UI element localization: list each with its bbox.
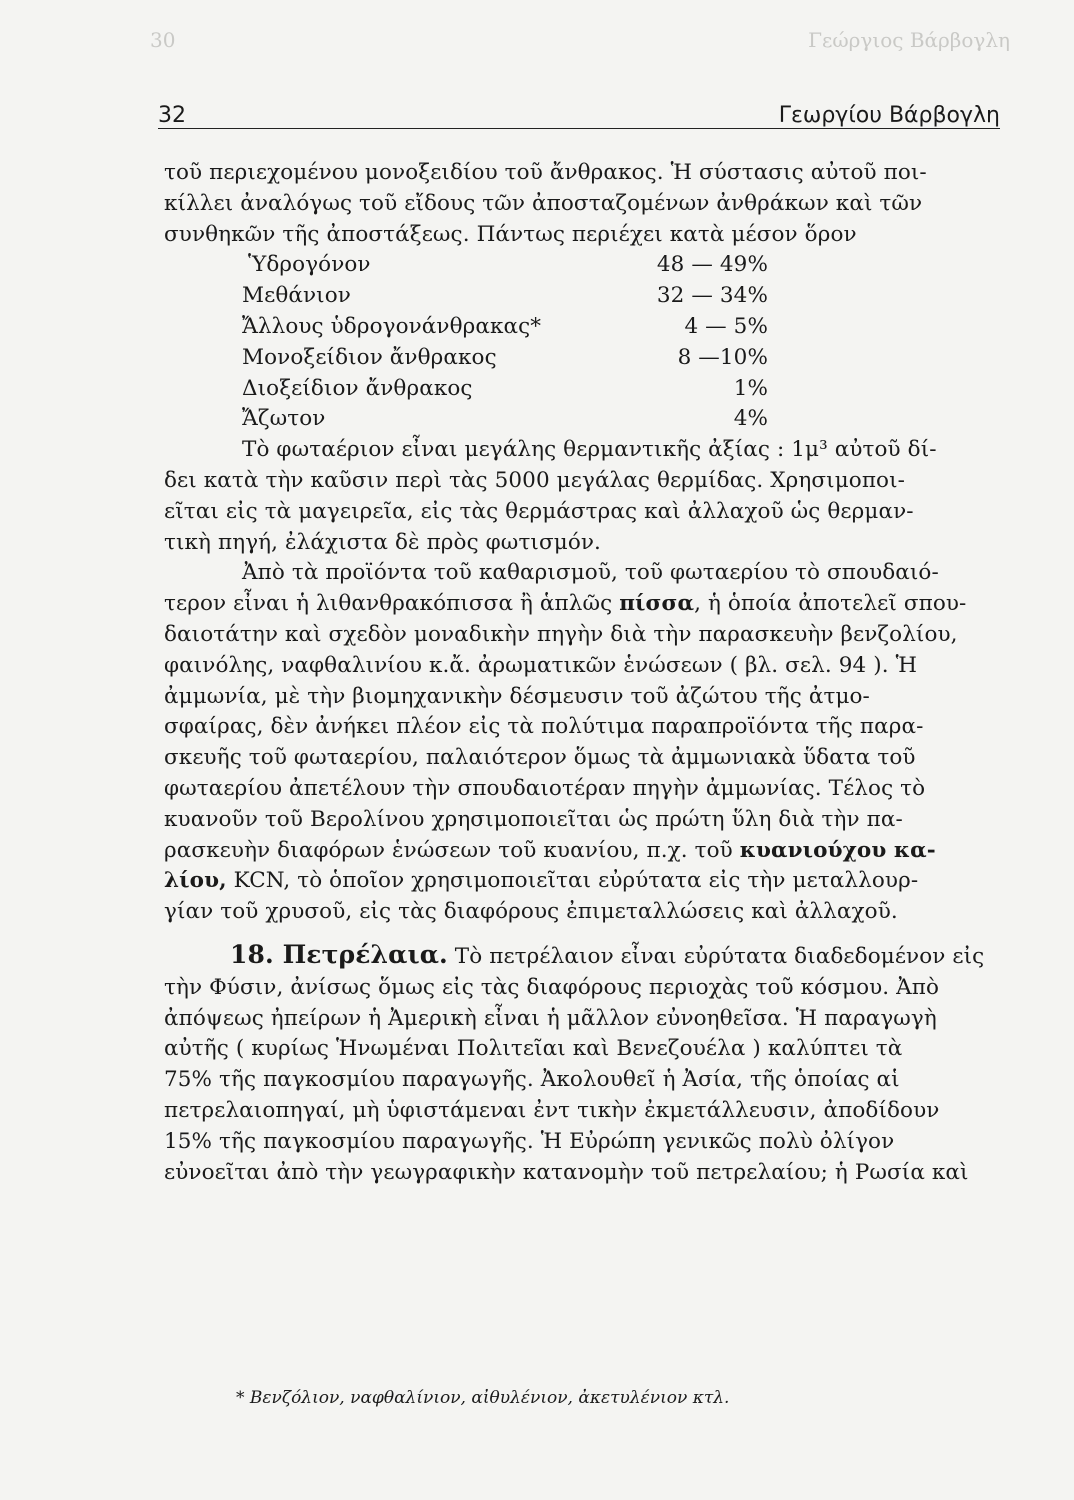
component-value: 32 — 34%: [656, 283, 768, 309]
text-run: τερον εἶναι ἡ λιθανθρακόπισσα ἢ ἁπλῶς: [164, 591, 620, 617]
text-line: δει κατὰ τὴν καῦσιν περὶ τὰς 5000 μεγάλας θερμίδας. Χρησιμοποι-: [164, 467, 905, 493]
text-run: ρασκευὴν διαφόρων ἑνώσεων τοῦ κυανίου, π.χ. τοῦ: [164, 837, 740, 863]
text-line: πετρελαιοπηγαί, μὴ ὑφιστάμεναι ἐντ τικὴν ἐκμετάλλευσιν, ἀποδίδουν: [164, 1097, 940, 1123]
text-line: 75% τῆς παγκοσμίου παραγωγῆς. Ἀκολουθεῖ ἡ Ἀσία, τῆς ὁποίας αἱ: [164, 1067, 900, 1093]
text-line: κυανοῦν τοῦ Βερολίνου χρησιμοποιεῖται ὡς πρώτη ὕλη διὰ τὴν πα-: [164, 806, 903, 832]
text-line: σφαίρας, δὲν ἀνήκει πλέον εἰς τὰ πολύτιμα παραπροϊόντα τῆς παρα-: [164, 714, 924, 740]
section-first-line: [164, 940, 998, 973]
text-line: φωταερίου ἀπετέλουν τὴν σπουδαιοτέραν πηγὴν ἀμμωνίας. Τέλος τὸ: [164, 775, 926, 801]
component-value: 1%: [733, 375, 768, 401]
component-name: Διοξείδιον ἄνθρακος: [242, 375, 473, 401]
text-run: , ἡ ὁποία ἀποτελεῖ σπου-: [694, 591, 967, 617]
text-line: αὐτῆς ( κυρίως Ἡνωμέναι Πολιτεῖαι καὶ Βενεζουέλα ) καλύπτει τὰ: [164, 1036, 903, 1062]
component-name: Μονοξείδιον ἄνθρακος: [242, 344, 497, 370]
page-number: 32: [158, 103, 186, 128]
component-value: 4%: [733, 406, 768, 432]
composition-table: [164, 250, 998, 435]
text-line: συνθηκῶν τῆς ἀποστάξεως. Πάντως περιέχει κατὰ μέσον ὅρον: [164, 221, 857, 247]
running-header: [158, 92, 1000, 128]
composition-row: [164, 343, 998, 374]
bleed-through-page-number: 30: [150, 28, 176, 52]
component-value: 4 — 5%: [684, 313, 768, 339]
section-heading: 18. Πετρέλαια.: [230, 939, 448, 969]
text-line: [164, 836, 998, 867]
text-line: σκευῆς τοῦ φωταερίου, παλαιότερον ὅμως τὰ ἀμμωνιακὰ ὕδατα τοῦ: [164, 745, 916, 771]
component-name: Ἄλλους ὑδρογονάνθρακας*: [242, 313, 542, 339]
text-line: φαινόλης, ναφθαλινίου κ.ἄ. ἀρωματικῶν ἑνώσεων ( βλ. σελ. 94 ). Ἡ: [164, 652, 918, 678]
composition-row: [164, 250, 998, 281]
text-line: εῖται εἰς τὰ μαγειρεῖα, εἰς τὰς θερμάστρας καὶ ἀλλαχοῦ ὡς θερμαν-: [164, 498, 914, 524]
component-value: 8 —10%: [677, 344, 768, 370]
body-text: [164, 158, 998, 1188]
text-line: τὴν Φύσιν, ἀνίσως ὅμως εἰς τὰς διαφόρους περιοχὰς τοῦ κόσμου. Ἀπὸ: [164, 974, 940, 1000]
bleed-through-header: [150, 28, 1010, 52]
text-run: KCN, τὸ ὁποῖον χρησιμοποιεῖται εὐρύτατα εἰς τὴν μεταλλουρ-: [226, 868, 919, 894]
composition-row: [164, 374, 998, 405]
component-value: 48 — 49%: [656, 252, 768, 278]
running-author: Γεωργίου Βάρβογλη: [778, 103, 1000, 128]
text-line: [164, 866, 998, 897]
text-line: [164, 589, 998, 620]
bleed-through-author: Γεώργιος Βάρβογλη: [808, 28, 1010, 52]
text-run: Τὸ πετρέλαιον εἶναι εὐρύτατα διαδεδομένον εἰς: [447, 943, 985, 969]
component-name: Ὑδρογόνον: [248, 252, 371, 278]
composition-row: [164, 404, 998, 435]
component-name: Ἄζωτον: [242, 406, 326, 432]
bold-term-potassium-cyanide-end: λίου,: [164, 868, 227, 894]
footnote: * Βενζόλιον, ναφθαλίνιον, αἰθυλένιον, ἀκετυλένιον κτλ.: [236, 1388, 730, 1408]
text-line: τοῦ περιεχομένου μονοξειδίου τοῦ ἄνθρακος. Ἡ σύστασις αὐτοῦ ποι-: [164, 160, 927, 185]
composition-row: [164, 281, 998, 312]
component-name: Μεθάνιον: [242, 283, 351, 309]
bold-term-potassium-cyanide: κυανιούχου κα-: [739, 837, 936, 863]
composition-row: [164, 312, 998, 343]
text-line: Τὸ φωταέριον εἶναι μεγάλης θερμαντικῆς ἀξίας : 1μ³ αὐτοῦ δί-: [242, 437, 937, 463]
text-line: 15% τῆς παγκοσμίου παραγωγῆς. Ἡ Εὐρώπη γενικῶς πολὺ ὀλίγον: [164, 1128, 895, 1154]
text-line: κίλλει ἀναλόγως τοῦ εἴδους τῶν ἀποσταζομένων ἀνθράκων καὶ τῶν: [164, 190, 923, 216]
header-rule: [158, 128, 1000, 129]
text-line: ἀπόψεως ἠπείρων ἡ Ἀμερικὴ εἶναι ἡ μᾶλλον εὐνοηθεῖσα. Ἡ παραγωγὴ: [164, 1005, 937, 1031]
text-line: Ἀπὸ τὰ προϊόντα τοῦ καθαρισμοῦ, τοῦ φωταερίου τὸ σπουδαιό-: [242, 560, 939, 586]
text-line: ἀμμωνία, μὲ τὴν βιομηχανικὴν δέσμευσιν τοῦ ἀζώτου τῆς ἀτμο-: [164, 683, 870, 709]
bold-term-pitch: πίσσα: [619, 591, 695, 617]
text-line: τικὴ πηγή, ἐλάχιστα δὲ πρὸς φωτισμόν.: [164, 529, 601, 555]
text-line: γίαν τοῦ χρυσοῦ, εἰς τὰς διαφόρους ἐπιμεταλλώσεις καὶ ἀλλαχοῦ.: [164, 899, 898, 925]
text-line: δαιοτάτην καὶ σχεδὸν μοναδικὴν πηγὴν διὰ τὴν παρασκευὴν βενζολίου,: [164, 621, 958, 647]
text-line: εὐνοεῖται ἀπὸ τὴν γεωγραφικὴν κατανομὴν τοῦ πετρελαίου; ἡ Ρωσία καὶ: [164, 1159, 969, 1185]
